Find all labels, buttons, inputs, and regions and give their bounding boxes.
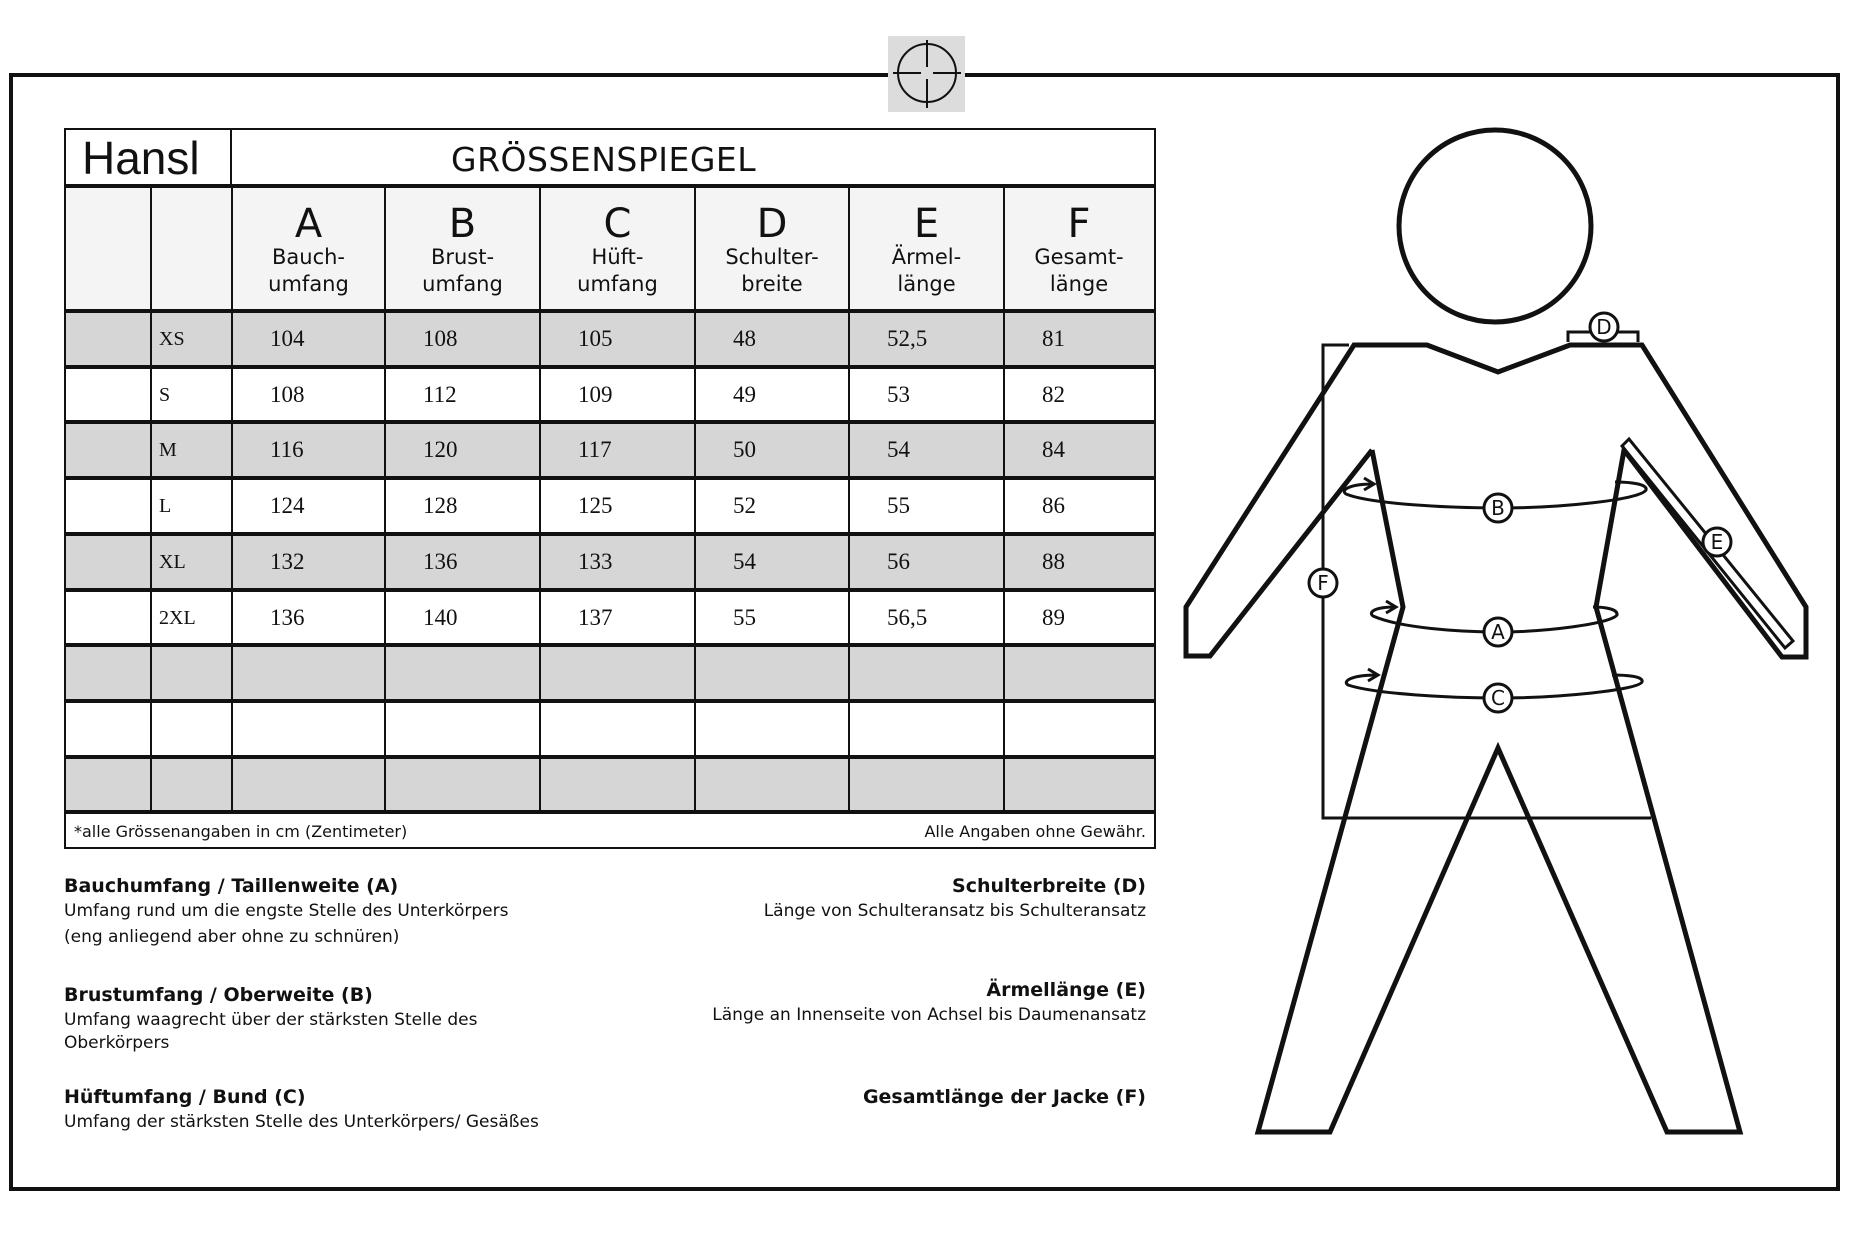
measurement-cell: 88	[1042, 548, 1065, 574]
measurement-cell: 48	[733, 326, 756, 351]
figure-label-b: B	[1491, 496, 1505, 520]
measurement-cell: 54	[887, 437, 910, 463]
chart-title: GRÖSSENSPIEGEL	[451, 140, 757, 179]
column-label: länge	[1049, 272, 1109, 296]
column-label: Brust-	[430, 245, 495, 269]
measurement-cell: 117	[578, 437, 612, 463]
figure-label-e: E	[1710, 530, 1724, 554]
brand-name: Hansl	[82, 132, 200, 184]
measurement-cell: 53	[887, 381, 910, 407]
measurement-cell: 55	[887, 493, 910, 519]
measurement-cell: 89	[1042, 604, 1065, 630]
measurement-cell: 136	[423, 548, 458, 574]
measurement-cell: 105	[578, 326, 613, 351]
column-label: Schulter-	[725, 245, 819, 269]
footer-note-disclaimer: Alle Angaben ohne Gewähr.	[924, 822, 1146, 841]
description-text: Umfang waagrecht über der stärksten Stelle des	[64, 1010, 478, 1030]
measurement-cell: 137	[578, 604, 613, 630]
measurement-cell: 54	[733, 548, 756, 574]
measurement-cell: 82	[1042, 381, 1065, 407]
size-label: L	[159, 495, 172, 518]
column-label: umfang	[577, 272, 658, 296]
column-letter: D	[756, 201, 788, 247]
column-label: breite	[741, 272, 803, 296]
description-heading: Bauchumfang / Taillenweite (A)	[64, 875, 399, 897]
description-heading: Brustumfang / Oberweite (B)	[64, 984, 373, 1006]
measurement-cell: 104	[270, 326, 305, 351]
figure-label-d: D	[1596, 315, 1612, 339]
description-heading: Hüftumfang / Bund (C)	[64, 1086, 306, 1108]
size-label: XL	[159, 550, 186, 573]
measurement-cell: 128	[423, 493, 458, 519]
size-label: 2XL	[159, 606, 196, 629]
column-label: umfang	[422, 272, 503, 296]
column-letter: E	[913, 201, 940, 247]
measurement-cell: 133	[578, 548, 613, 574]
size-label: S	[159, 383, 171, 406]
column-label: Ärmel-	[891, 245, 962, 269]
column-label: länge	[897, 272, 956, 296]
description-heading: Ärmellänge (E)	[986, 979, 1146, 1001]
measurement-cell: 81	[1042, 326, 1065, 351]
head-outline	[1399, 130, 1591, 322]
description-text: (eng anliegend aber ohne zu schnüren)	[64, 927, 400, 947]
measurement-cell: 49	[733, 381, 756, 407]
description-text: Oberkörpers	[64, 1033, 170, 1053]
measurement-cell: 140	[423, 604, 458, 630]
measurement-cell: 50	[733, 437, 756, 463]
measurement-cell: 132	[270, 548, 305, 574]
measurement-cell: 86	[1042, 493, 1065, 519]
footer-note-units: *alle Grössenangaben in cm (Zentimeter)	[74, 822, 408, 841]
figure-label-f: F	[1317, 571, 1329, 595]
measurement-cell: 109	[578, 381, 613, 407]
column-letter: B	[448, 201, 477, 247]
column-label: Bauch-	[271, 245, 346, 269]
description-text: Länge von Schulteransatz bis Schulteransatz	[763, 901, 1146, 921]
measurement-cell: 52,5	[887, 326, 928, 351]
measurement-cell: 56	[887, 548, 910, 574]
description-text: Länge an Innenseite von Achsel bis Daumenansatz	[712, 1005, 1146, 1025]
figure-label-c: C	[1491, 686, 1505, 710]
measurement-cell: 136	[270, 604, 305, 630]
measurement-cell: 56,5	[887, 604, 928, 630]
measurement-cell: 124	[270, 493, 305, 519]
figure-label-a: A	[1491, 620, 1505, 644]
measurement-cell: 108	[423, 326, 458, 351]
column-letter: A	[294, 201, 323, 247]
size-label: XS	[159, 328, 185, 350]
description-heading: Gesamtlänge der Jacke (F)	[862, 1086, 1146, 1108]
measurement-cell: 120	[423, 437, 458, 463]
description-text: Umfang rund um die engste Stelle des Unterkörpers	[64, 901, 509, 921]
measurement-cell: 125	[578, 493, 613, 519]
measurement-cell: 55	[733, 604, 756, 630]
measurement-cell: 52	[733, 493, 756, 519]
measurement-cell: 84	[1042, 437, 1065, 463]
measurement-cell: 116	[270, 437, 304, 463]
size-label: M	[159, 439, 177, 462]
description-text: Umfang der stärksten Stelle des Unterkörpers/ Gesäßes	[64, 1112, 539, 1132]
body-outline	[1186, 345, 1806, 1132]
column-letter: F	[1067, 201, 1091, 247]
description-heading: Schulterbreite (D)	[952, 875, 1146, 897]
column-label: Gesamt-	[1034, 245, 1124, 269]
column-letter: C	[603, 201, 632, 247]
column-label: umfang	[268, 272, 349, 296]
column-label: Hüft-	[591, 245, 644, 269]
measurement-cell: 108	[270, 381, 305, 407]
measurement-cell: 112	[423, 381, 457, 407]
